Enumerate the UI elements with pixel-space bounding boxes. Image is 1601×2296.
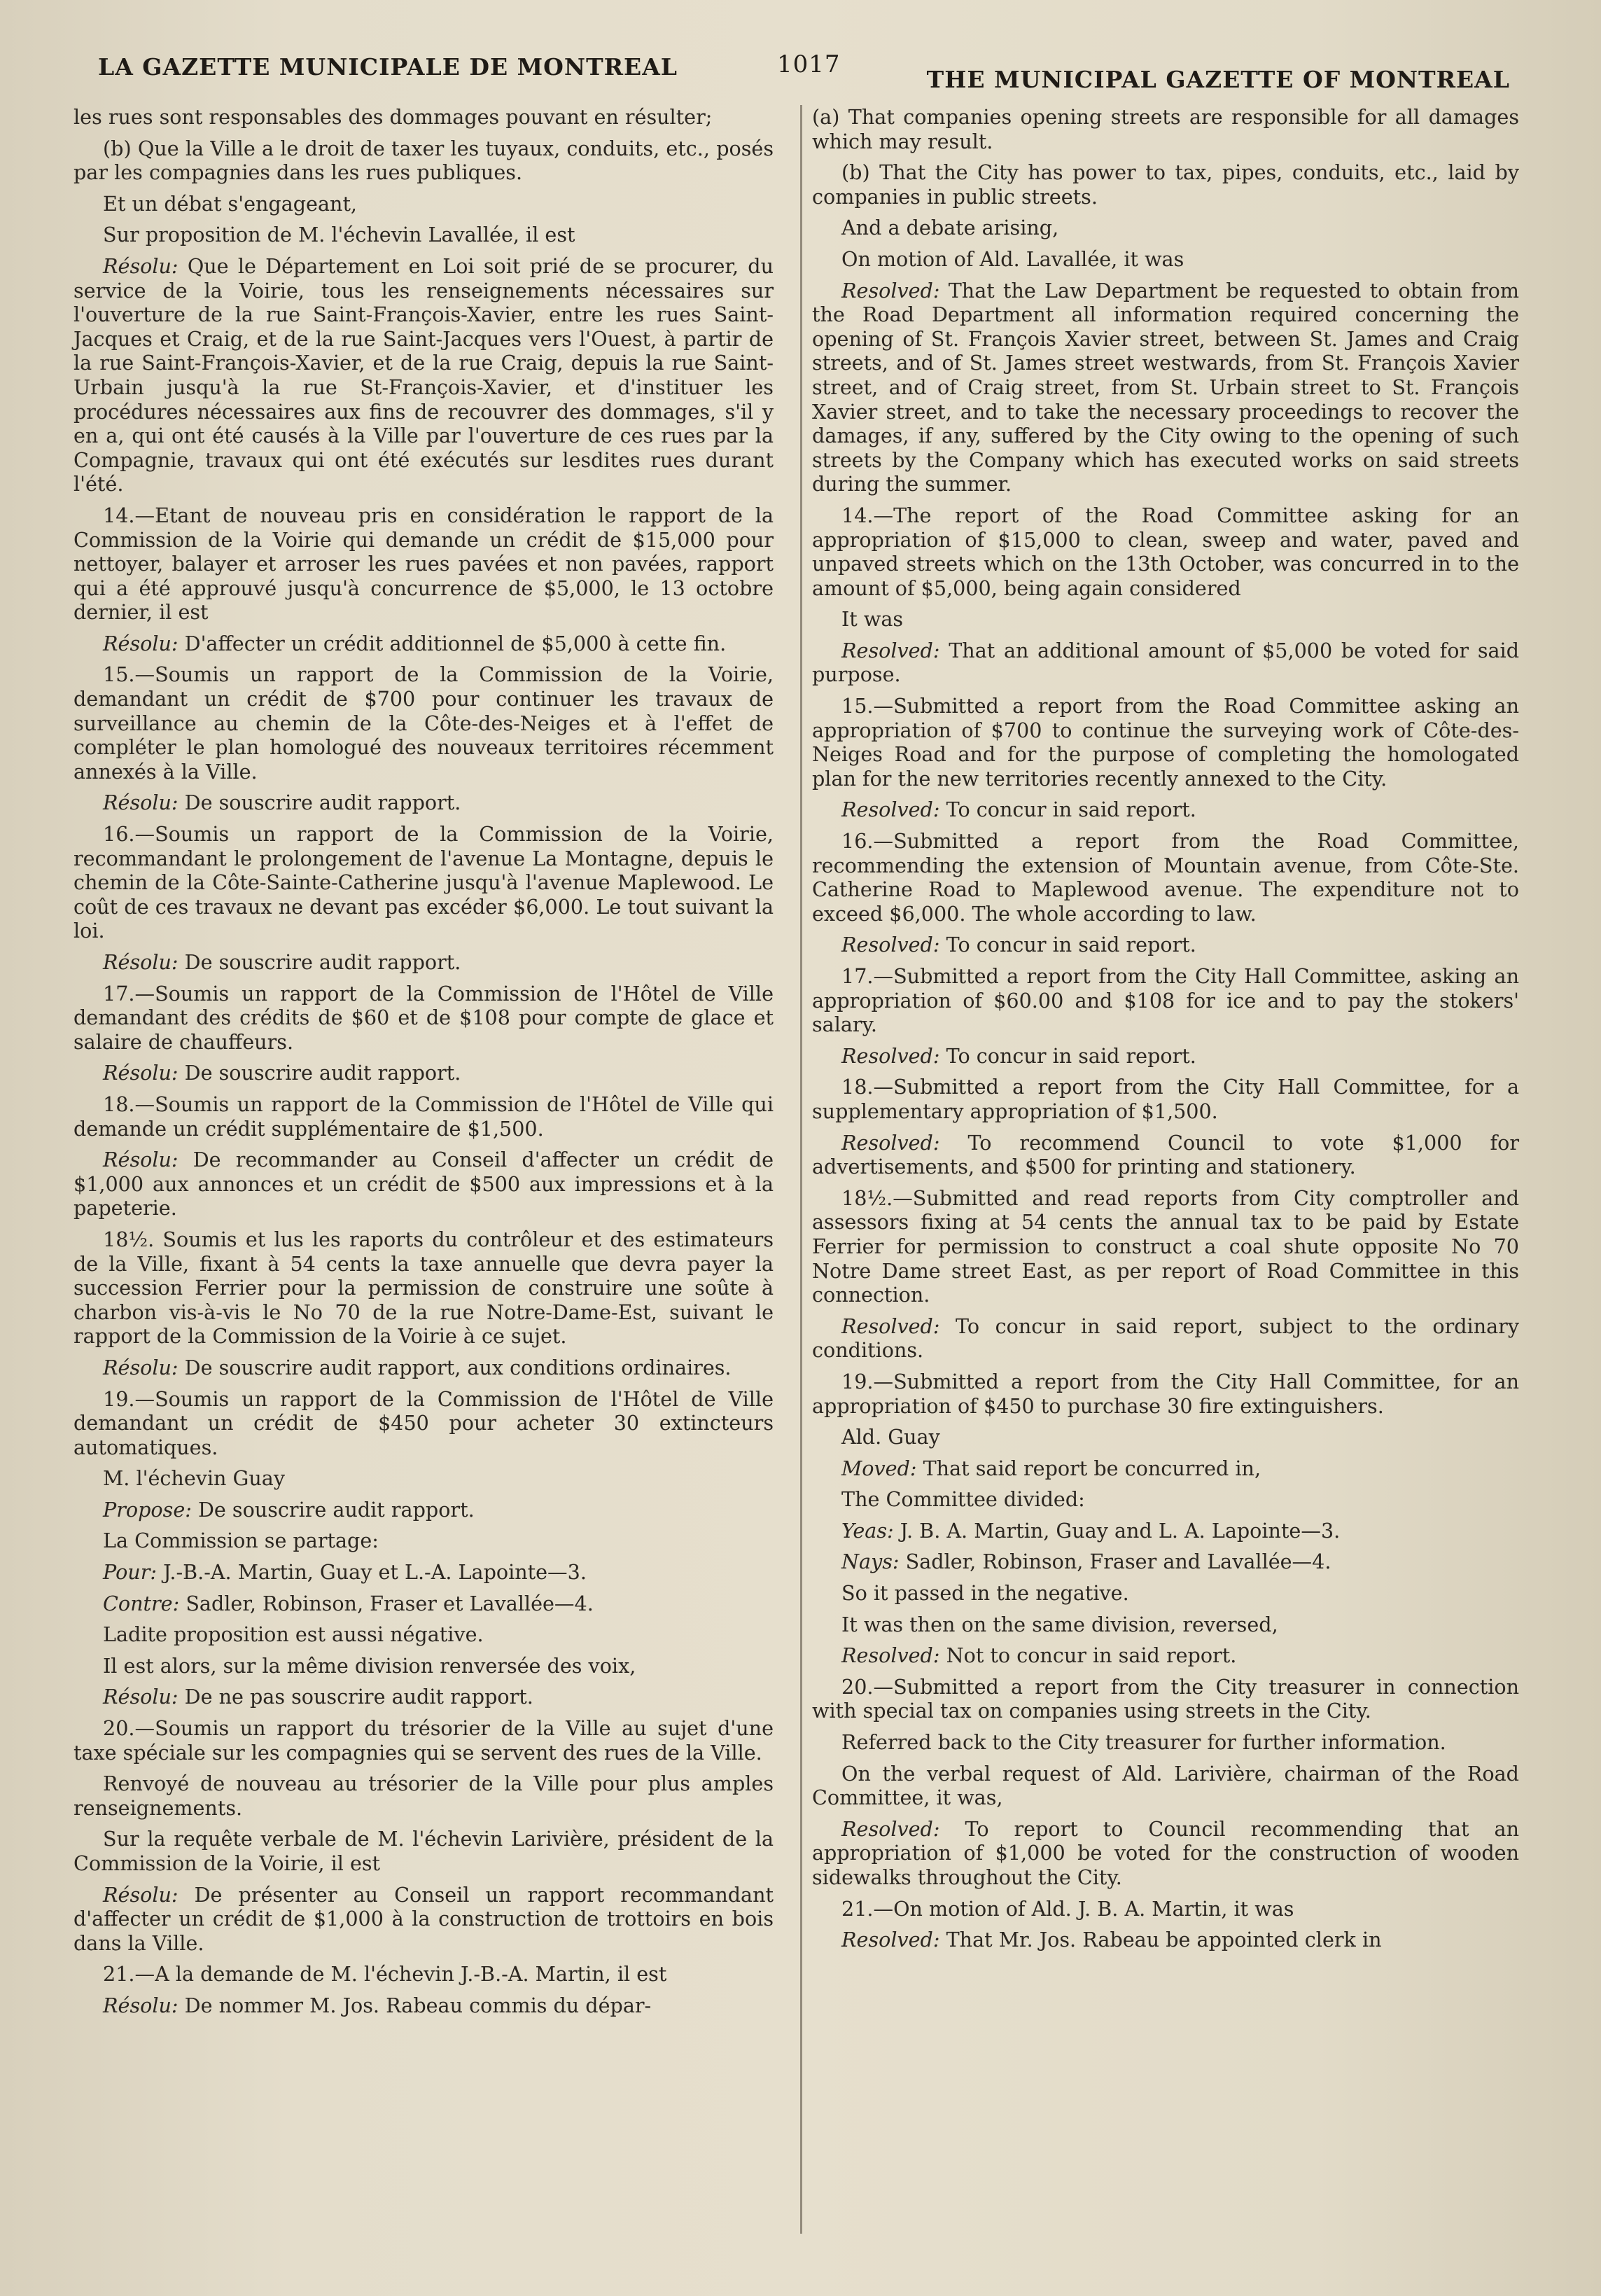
resolution-label: Moved: — [841, 1456, 917, 1480]
paragraph — [74, 1827, 774, 1875]
paragraph — [74, 822, 774, 943]
paragraph — [74, 1466, 774, 1491]
resolution-label: Resolved: — [841, 798, 940, 822]
resolution-label: Résolu: — [103, 1882, 179, 1907]
french-column — [74, 105, 774, 2025]
paragraph-text: That said report be concurred in, — [923, 1456, 1261, 1480]
paragraph-text: 18½.—Submitted and read reports from City comptroller and assessors fixing at 54 cents the annual tax to be paid by Estate Ferrier for permission to construct a coal shute opposite No 70 Notre Dame street East, as per report of Road Committee in this connection. — [812, 1185, 1519, 1307]
resolution-label: Resolved: — [841, 1928, 940, 1952]
paragraph-text: To concur in said report, subject to the ordinary conditions. — [812, 1314, 1519, 1363]
paragraph-text: Renvoyé de nouveau au trésorier de la Ville pour plus amples renseignements. — [74, 1772, 774, 1820]
paragraph-text: 17.—Soumis un rapport de la Commission de l'Hôtel de Ville demandant des crédits de $60 et de $108 pour compte de glace et salaire de chauffeurs. — [74, 981, 774, 1054]
paragraph-text: Que le Département en Loi soit prié de se procurer, du service de la Voirie, tous les renseignements nécessaires sur l'ouverture de la rue Saint-François-Xavier, entre les rues Saint-Jacques et Craig, et de la rue Saint-Jacques vers l'Ouest, à partir de la rue Saint-François-Xavier, et de la rue Craig, depuis la rue Saint-Urbain jusqu'à la rue St-François-Xavier, et d'instituer les procédures nécessaires aux fins de recouvrer des dommages, s'il y en a, qui ont été causés à la Ville par l'ouverture de ces rues par la Compagnie, travaux qui ont été exécutés sur lesdites rues durant l'été. — [74, 253, 774, 496]
resolution-label: Résolu: — [103, 1685, 179, 1709]
paragraph — [812, 1643, 1519, 1668]
paragraph-text: To concur in said report. — [946, 798, 1196, 822]
paragraph — [812, 1075, 1519, 1123]
paragraph — [812, 933, 1519, 957]
paragraph-text: 20.—Soumis un rapport du trésorier de la Ville au sujet d'une taxe spéciale sur les compagnies qui se servent des rues de la Ville. — [74, 1716, 774, 1765]
paragraph-text: Sadler, Robinson, Fraser and Lavallée—4. — [905, 1550, 1331, 1574]
english-column — [812, 105, 1519, 1959]
header-title-english: THE MUNICIPAL GAZETTE OF MONTREAL — [926, 66, 1510, 93]
paragraph-text: Referred back to the City treasurer for further information. — [841, 1730, 1446, 1755]
paragraph — [74, 1772, 774, 1820]
paragraph — [812, 1044, 1519, 1069]
paragraph-text: 21.—A la demande de M. l'échevin J.-B.-A. Martin, il est — [103, 1962, 667, 1987]
paragraph-text: And a debate arising, — [841, 216, 1059, 240]
paragraph-text: So it passed in the negative. — [841, 1581, 1129, 1606]
paragraph — [812, 1581, 1519, 1606]
paragraph — [74, 105, 774, 130]
paragraph-text: (b) Que la Ville a le droit de taxer les tuyaux, conduits, etc., posés par les compagnies dans les rues publiques. — [74, 136, 774, 185]
paragraph — [812, 1487, 1519, 1512]
paragraph — [812, 964, 1519, 1037]
paragraph — [812, 1186, 1519, 1307]
paragraph — [74, 1622, 774, 1647]
paragraph-text: On motion of Ald. Lavallée, it was — [841, 246, 1184, 271]
paragraph-text: Not to concur in said report. — [946, 1643, 1237, 1668]
paragraph-text: 14.—The report of the Road Committee asking for an appropriation of $15,000 to clean, sweep and water, paved and unpaved streets which on the 13th October, was concurred in to the amount of $5,000, being again considered — [812, 503, 1519, 600]
paragraph-text: 19.—Soumis un rapport de la Commission de l'Hôtel de Ville demandant un crédit de $450 pour acheter 30 extincteurs automatiques. — [74, 1386, 774, 1459]
paragraph-text: De souscrire audit rapport. — [184, 791, 461, 815]
paragraph — [812, 607, 1519, 632]
paragraph-text: De recommander au Conseil d'affecter un crédit de $1,000 aux annonces et un crédit de $500 aux impressions et à la papeterie. — [74, 1148, 774, 1220]
paragraph — [74, 503, 774, 625]
paragraph-text: Sur la requête verbale de M. l'échevin Larivière, président de la Commission de la Voirie, il est — [74, 1827, 774, 1875]
paragraph — [74, 1092, 774, 1141]
column-divider — [800, 105, 802, 2234]
paragraph-text: 16.—Submitted a report from the Road Committee, recommending the extension of Mountain avenue, from Côte-Ste. Catherine Road to Maplewood avenue. The expenditure not to exceed $6,000. The whole according to law. — [812, 829, 1519, 926]
paragraph — [812, 1675, 1519, 1723]
paragraph — [74, 1883, 774, 1956]
resolution-label: Résolu: — [103, 791, 179, 815]
resolution-label: Nays: — [841, 1550, 900, 1574]
paragraph — [812, 1131, 1519, 1179]
paragraph — [812, 247, 1519, 272]
resolution-label: Résolu: — [103, 1061, 179, 1085]
paragraph — [74, 632, 774, 656]
paragraph-text: De présenter au Conseil un rapport recommandant d'affecter un crédit de $1,000 à la construction de trottoirs en bois dans la Ville. — [74, 1882, 774, 1955]
paragraph — [812, 1928, 1519, 1952]
resolution-label: Pour: — [103, 1560, 158, 1585]
paragraph-text: Ald. Guay — [841, 1425, 940, 1449]
paragraph-text: 15.—Submitted a report from the Road Committee asking an appropriation of $700 to continue the surveying work of Côte-des-Neiges Road and for the purpose of completing the homologated plan for the new territories recently annexed to the City. — [812, 694, 1519, 791]
paragraph-text: (a) That companies opening streets are responsible for all damages which may result. — [812, 105, 1519, 153]
paragraph — [812, 829, 1519, 926]
paragraph — [74, 950, 774, 975]
paragraph-text: La Commission se partage: — [103, 1529, 379, 1553]
paragraph — [812, 279, 1519, 496]
paragraph — [74, 1356, 774, 1380]
paragraph — [74, 1498, 774, 1522]
paragraph-text: Sur proposition de M. l'échevin Lavallée, il est — [103, 223, 575, 247]
resolution-label: Resolved: — [841, 1816, 940, 1841]
paragraph-text: To report to Council recommending that an appropriation of $1,000 be voted for the construction of wooden sidewalks throughout the City. — [812, 1816, 1519, 1889]
paragraph-text: J.-B.-A. Martin, Guay et L.-A. Lapointe—3. — [163, 1560, 587, 1585]
paragraph-text: Ladite proposition est aussi négative. — [103, 1622, 484, 1647]
paragraph-text: 21.—On motion of Ald. J. B. A. Martin, it was — [841, 1896, 1294, 1921]
paragraph — [812, 1613, 1519, 1637]
paragraph — [74, 223, 774, 247]
paragraph-text: De ne pas souscrire audit rapport. — [184, 1685, 533, 1709]
resolution-label: Résolu: — [103, 950, 179, 974]
paragraph-text: M. l'échevin Guay — [103, 1466, 285, 1491]
paragraph-text: Sadler, Robinson, Fraser et Lavallée—4. — [186, 1591, 594, 1615]
paragraph — [812, 1550, 1519, 1574]
paragraph — [74, 1994, 774, 2018]
paragraph — [812, 1519, 1519, 1543]
paragraph — [74, 1148, 774, 1220]
paragraph — [812, 1817, 1519, 1890]
paragraph — [74, 1061, 774, 1085]
paragraph — [74, 1654, 774, 1678]
paragraph-text: De nommer M. Jos. Rabeau commis du dépar- — [184, 1993, 652, 2017]
resolution-label: Yeas: — [841, 1518, 894, 1543]
paragraph-text: That Mr. Jos. Rabeau be appointed clerk in — [946, 1928, 1382, 1952]
paragraph — [74, 1387, 774, 1460]
paragraph — [812, 798, 1519, 822]
resolution-label: Résolu: — [103, 1355, 179, 1379]
paragraph-text: De souscrire audit rapport. — [184, 1061, 461, 1085]
paragraph-text: Et un débat s'engageant, — [103, 191, 358, 216]
paragraph-text: J. B. A. Martin, Guay and L. A. Lapointe—3. — [900, 1518, 1341, 1543]
paragraph-text: 17.—Submitted a report from the City Hall Committee, asking an appropriation of $60.00 and $108 for ice and to pay the stokers' salary. — [812, 964, 1519, 1037]
paragraph — [812, 216, 1519, 240]
resolution-label: Resolved: — [841, 1130, 940, 1155]
paragraph-text: (b) That the City has power to tax, pipes, conduits, etc., laid by companies in public streets. — [812, 160, 1519, 209]
page-header — [98, 48, 1510, 93]
paragraph-text: That an additional amount of $5,000 be voted for said purpose. — [812, 638, 1519, 687]
paragraph — [74, 1685, 774, 1709]
paragraph — [812, 1314, 1519, 1363]
paragraph-text: 18.—Submitted a report from the City Hall Committee, for a supplementary appropriation of $1,500. — [812, 1075, 1519, 1123]
paragraph-text: 16.—Soumis un rapport de la Commission de la Voirie, recommandant le prolongement de l'avenue La Montagne, depuis le chemin de la Côte-Sainte-Catherine jusqu'à l'avenue Maplewood. Le coût de ces travaux ne devant pas excéder $6,000. Le tout suivant la loi. — [74, 822, 774, 943]
paragraph-text: 18½. Soumis et lus les raports du contrôleur et des estimateurs de la Ville, fixant à 54 cents la taxe annuelle que devra payer la succession Ferrier pour la permission de construire une soûte à charbon vis-à-vis le No 70 de la rue Notre-Dame-Est, suivant le rapport de la Commission de la Voirie à ce sujet. — [74, 1227, 774, 1349]
paragraph — [812, 1730, 1519, 1755]
paragraph — [812, 503, 1519, 600]
paragraph-text: It was then on the same division, reversed, — [841, 1612, 1278, 1636]
paragraph — [812, 694, 1519, 791]
resolution-label: Resolved: — [841, 1643, 940, 1668]
paragraph-text: De souscrire audit rapport. — [197, 1497, 475, 1522]
paragraph-text: It was — [841, 607, 904, 632]
resolution-label: Resolved: — [841, 933, 940, 957]
resolution-label: Résolu: — [103, 1148, 179, 1172]
paragraph — [74, 662, 774, 784]
paragraph — [74, 1560, 774, 1585]
paragraph-text: That the Law Department be requested to obtain from the Road Department all information required concerning the opening of St. François Xavier street, between St. James and Craig streets, and of St. James street westwards, from St. François Xavier street, and of Craig street, from St. Urbain street to St. François Xavier street, and to take the necessary proceedings to recover the damages, if any, suffered by the City owing to the opening of such streets by the Company which has executed works on said streets during the summer. — [812, 278, 1519, 496]
paragraph — [812, 1456, 1519, 1481]
paragraph-text: The Committee divided: — [841, 1487, 1085, 1512]
paragraph — [812, 1762, 1519, 1810]
resolution-label: Résolu: — [103, 1993, 179, 2017]
paragraph-text: 20.—Submitted a report from the City treasurer in connection with special tax on companies using streets in the City. — [812, 1674, 1519, 1723]
paragraph-text: les rues sont responsables des dommages pouvant en résulter; — [74, 105, 713, 129]
paragraph — [74, 1592, 774, 1616]
paragraph — [812, 1370, 1519, 1418]
paragraph-text: 19.—Submitted a report from the City Hall Committee, for an appropriation of $450 to purchase 30 fire extinguishers. — [812, 1369, 1519, 1418]
paragraph — [74, 192, 774, 216]
resolution-label: Resolved: — [841, 1043, 940, 1068]
paragraph — [812, 160, 1519, 209]
paragraph-text: 15.—Soumis un rapport de la Commission de la Voirie, demandant un crédit de $700 pour continuer les travaux de surveillance au chemin de la Côte-des-Neiges et à l'effet de compléter le plan homologué des nouveaux territoires récemment annexés à la Ville. — [74, 662, 774, 784]
resolution-label: Resolved: — [841, 278, 940, 302]
paragraph — [812, 1897, 1519, 1921]
paragraph — [74, 254, 774, 496]
resolution-label: Propose: — [103, 1497, 192, 1522]
paragraph — [74, 1962, 774, 1987]
page-number: 1017 — [777, 50, 841, 78]
paragraph-text: On the verbal request of Ald. Larivière, chairman of the Road Committee, it was, — [812, 1761, 1519, 1810]
paragraph-text: To concur in said report. — [946, 933, 1196, 957]
header-title-french: LA GAZETTE MUNICIPALE DE MONTREAL — [98, 53, 678, 81]
paragraph — [74, 1716, 774, 1765]
paragraph-text: To concur in said report. — [946, 1043, 1196, 1068]
paragraph — [74, 137, 774, 185]
resolution-label: Résolu: — [103, 253, 179, 278]
resolution-label: Resolved: — [841, 1314, 940, 1338]
paragraph — [74, 982, 774, 1055]
paragraph — [812, 639, 1519, 687]
resolution-label: Contre: — [103, 1591, 180, 1615]
paragraph — [812, 105, 1519, 153]
resolution-label: Resolved: — [841, 638, 940, 662]
paragraph-text: 18.—Soumis un rapport de la Commission de l'Hôtel de Ville qui demande un crédit supplémentaire de $1,500. — [74, 1092, 774, 1141]
paragraph — [812, 1425, 1519, 1449]
paragraph-text: De souscrire audit rapport. — [184, 950, 461, 974]
paragraph — [74, 1529, 774, 1553]
paragraph-text: 14.—Etant de nouveau pris en considération le rapport de la Commission de la Voirie qui demande un crédit de $15,000 pour nettoyer, balayer et arroser les rues pavées et non pavées, rapport qui a été approuvé jusqu'à concurrence de $5,000, le 13 octobre dernier, il est — [74, 503, 774, 625]
paragraph-text: Il est alors, sur la même division renversée des voix, — [103, 1653, 636, 1678]
paragraph — [74, 791, 774, 815]
paragraph-text: De souscrire audit rapport, aux conditions ordinaires. — [184, 1355, 732, 1379]
paragraph-text: D'affecter un crédit additionnel de $5,000 à cette fin. — [184, 631, 727, 655]
paragraph-text: To recommend Council to vote $1,000 for advertisements, and $500 for printing and stationery. — [812, 1130, 1519, 1179]
resolution-label: Résolu: — [103, 631, 179, 655]
paragraph — [74, 1227, 774, 1349]
